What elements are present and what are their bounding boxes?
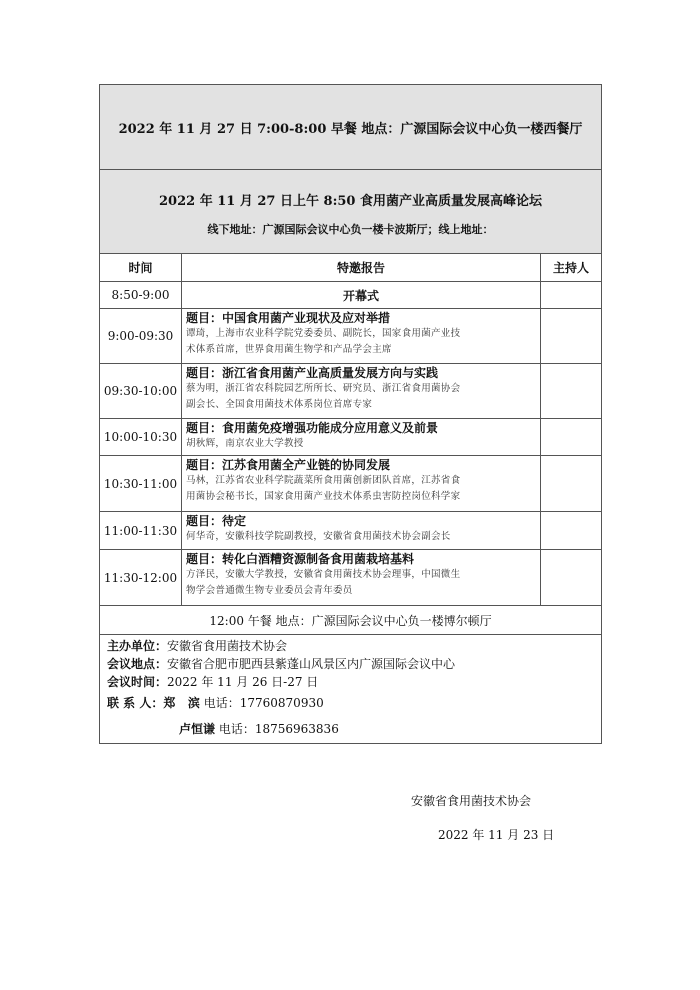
row-host xyxy=(541,512,601,549)
row-speaker-line: 方泽民，安徽大学教授，安徽省食用菌技术协会理事，中国微生 xyxy=(186,569,461,580)
table-row xyxy=(100,419,601,456)
col-time: 时间 xyxy=(100,254,182,281)
sign-date: 2022 年 11 月 23 日 xyxy=(438,828,555,842)
table-row xyxy=(100,550,601,606)
schedule-table xyxy=(99,84,602,744)
row-speaker-line: 胡秋辉，南京农业大学教授 xyxy=(186,438,304,449)
col-host: 主持人 xyxy=(552,261,589,275)
row-speaker-line: 蔡为明，浙江省农科院园艺所所长、研究员、浙江省食用菌协会 xyxy=(186,383,461,394)
time-label: 会议时间： xyxy=(107,675,168,689)
row-time: 10:30-11:00 xyxy=(100,456,182,511)
row-content xyxy=(182,512,541,549)
row-title: 题目：转化白酒糟资源制备食用菌栽培基料 xyxy=(186,552,415,566)
row-speaker-line: 用菌协会秘书长，国家食用菌产业技术体系虫害防控岗位科学家 xyxy=(186,491,461,502)
row-title: 题目：待定 xyxy=(186,514,247,528)
row-content xyxy=(182,456,541,511)
row-time: 11:30-12:00 xyxy=(100,550,182,605)
row-time: 9:00-09:30 xyxy=(100,309,182,363)
row-time: 09:30-10:00 xyxy=(100,364,182,418)
row-title: 开幕式 xyxy=(182,282,541,308)
contact-line-2 xyxy=(107,721,594,739)
time-line xyxy=(107,674,594,692)
venue-line xyxy=(107,656,594,674)
table-row xyxy=(100,512,601,550)
row-speaker-line: 马林，江苏省农业科学院蔬菜所食用菌创新团队首席，江苏省食 xyxy=(186,475,461,486)
breakfast-header: 2022 年 11 月 27 日 7:00-8:00 早餐 地点：广源国际会议中心负一楼西餐厅 xyxy=(100,85,601,170)
row-speaker-line: 物学会普通微生物专业委员会青年委员 xyxy=(186,585,353,596)
table-row xyxy=(100,282,601,309)
meeting-info xyxy=(100,635,601,743)
venue-value: 安徽省合肥市肥西县紫蓬山风景区内广源国际会议中心 xyxy=(167,657,456,671)
forum-header xyxy=(100,170,601,254)
signature: 安徽省食用菌技术协会 xyxy=(411,794,532,808)
col-report: 特邀报告 xyxy=(182,254,541,281)
forum-title: 2022 年 11 月 27 日上午 8:50 食用菌产业高质量发展高峰论坛 xyxy=(159,194,542,209)
contact2-phone: 电话：18756963836 xyxy=(218,722,339,736)
contact-label: 联 系 人： xyxy=(107,696,164,710)
row-time: 10:00-10:30 xyxy=(100,419,182,455)
row-speaker-line: 副会长、全国食用菌技术体系岗位首席专家 xyxy=(186,399,373,410)
contact2-name: 卢恒谦 xyxy=(179,722,216,736)
row-content xyxy=(182,309,541,363)
row-content xyxy=(182,419,541,455)
row-speaker-line: 谭琦，上海市农业科学院党委委员、副院长，国家食用菌产业技 xyxy=(186,328,461,339)
row-host xyxy=(541,282,601,308)
row-title: 题目：中国食用菌产业现状及应对举措 xyxy=(186,311,391,325)
table-row xyxy=(100,309,601,364)
column-header-row xyxy=(100,254,601,282)
contact1-phone: 电话：17760870930 xyxy=(203,696,324,710)
organizer-label: 主办单位： xyxy=(107,639,168,653)
row-content xyxy=(182,364,541,418)
row-title: 题目：江苏食用菌全产业链的协同发展 xyxy=(186,458,391,472)
row-speaker-line: 术体系首席，世界食用菌生物学和产品学会主席 xyxy=(186,344,392,355)
contact-line-1 xyxy=(107,695,594,713)
organizer-value: 安徽省食用菌技术协会 xyxy=(167,639,288,653)
organizer-line xyxy=(107,638,594,656)
row-host xyxy=(541,456,601,511)
row-speaker-line: 何华奇，安徽科技学院副教授，安徽省食用菌技术协会副会长 xyxy=(186,531,451,542)
table-row xyxy=(100,456,601,512)
table-row xyxy=(100,364,601,419)
time-value: 2022 年 11 月 26 日-27 日 xyxy=(167,675,319,689)
row-title: 题目：浙江省食用菌产业高质量发展方向与实践 xyxy=(186,366,439,380)
lunch-row: 12:00 午餐 地点：广源国际会议中心负一楼博尔顿厅 xyxy=(100,606,601,635)
row-content xyxy=(182,550,541,605)
row-time: 11:00-11:30 xyxy=(100,512,182,549)
row-host xyxy=(541,419,601,455)
row-title: 题目：食用菌免疫增强功能成分应用意义及前景 xyxy=(186,421,439,435)
contact1-name: 郑 滨 xyxy=(163,696,200,710)
row-host xyxy=(541,364,601,418)
row-host xyxy=(541,309,601,363)
row-time: 8:50-9:00 xyxy=(100,282,182,308)
venue-label: 会议地点： xyxy=(107,657,168,671)
row-host xyxy=(541,550,601,605)
forum-address: 线下地址：广源国际会议中心负一楼卡波斯厅；线上地址： xyxy=(207,223,494,236)
